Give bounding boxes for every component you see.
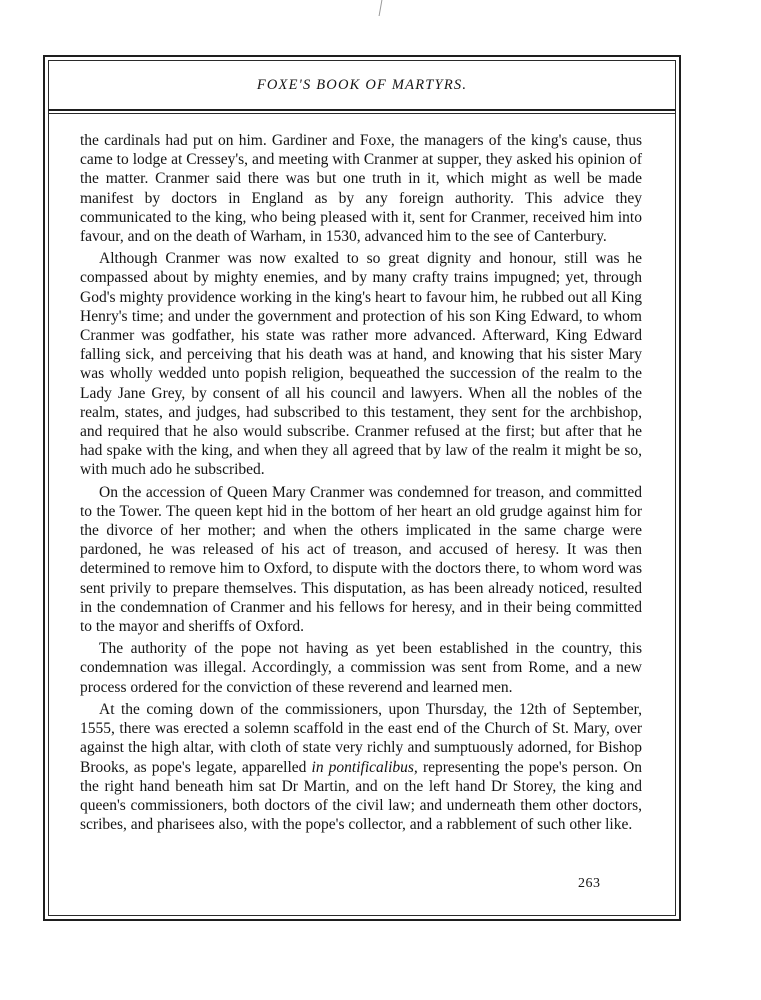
header-rule <box>48 109 676 111</box>
paragraph-4: The authority of the pope not having as yet been established in the country, this condemnation was illegal. Accordingly, a commission was sent from Rome, and a new process ordered for the conviction of these reverend and learned men. <box>80 640 642 696</box>
page-number: 263 <box>578 876 601 891</box>
paragraph-5-part-2: representing the pope's person. On the right hand beneath him sat Dr Martin, and on the left hand Dr Storey, the king and queen's commissioners, both doctors of the civil law; and underneath them other doctors, scribes, and pharisees also, with the pope's collector, and a rabblement of such other like. <box>80 758 643 834</box>
header-rule-thin <box>48 113 676 114</box>
paragraph-3: On the accession of Queen Mary Cranmer was condemned for treason, and committed to the Tower. The queen kept hid in the bottom of her heart an old grudge against him for the divorce of her mother; and when the others implicated in the same charge were pardoned, he was released of his act of treason, and accused of heresy. It was then determined to remove him to Oxford, to dispute with the doctors there, to whom word was sent privily to prepare themselves. This disputation, as has been already noticed, resulted in the condemnation of Cranmer and his fellows for heresy, and in their being committed to the mayor and sheriffs of Oxford. <box>80 483 642 636</box>
paragraph-1: the cardinals had put on him. Gardiner and Foxe, the managers of the king's cause, thus came to lodge at Cressey's, and meeting with Cranmer at supper, they asked his opinion of the matter. Cranmer said there was but one truth in it, which might as well be made manifest by doctors in England as by any foreign authority. This advice they communicated to the king, who being pleased with it, sent for Cranmer, received him into favour, and on the death of Warham, in 1530, advanced him to the see of Canterbury. <box>80 132 642 246</box>
stray-ink-mark <box>379 0 389 16</box>
body-text <box>80 131 642 837</box>
paragraph-2: Although Cranmer was now exalted to so great dignity and honour, still was he compassed about by mighty enemies, and by many crafty trains impugned; yet, through God's mighty providence working in the king's heart to favour him, he rubbed out all King Henry's time; and under the government and protection of his son King Edward, to whom Cranmer was godfather, his state was rather more advanced. Afterward, King Edward falling sick, and perceiving that his death was at hand, and knowing that his sister Mary was wholly wedded unto popish religion, bequeathed the succession of the realm to the Lady Jane Grey, by consent of all his council and lawyers. When all the nobles of the realm, states, and judges, had subscribed to this testament, they sent for the archbishop, and required that he also would subscribe. Cranmer refused at the first; but after that he had spake with the king, and when they all agreed that by law of the realm it might be so, with much ado he subscribed. <box>80 250 642 479</box>
paragraph-5-part-1: At the coming down of the commissioners, upon Thursday, the 12th of September, 1555, there was erected a solemn scaffold in the east end of the Church of St. Mary, over against the high altar, with cloth of state very richly and sumptuously adorned, for Bishop Brooks, as pope's legate, apparelled <box>80 700 642 776</box>
paragraph-5 <box>80 700 642 834</box>
paragraph-5-italic: in pontificalibus, <box>311 758 418 776</box>
running-head: FOXE'S BOOK OF MARTYRS. <box>256 77 468 93</box>
